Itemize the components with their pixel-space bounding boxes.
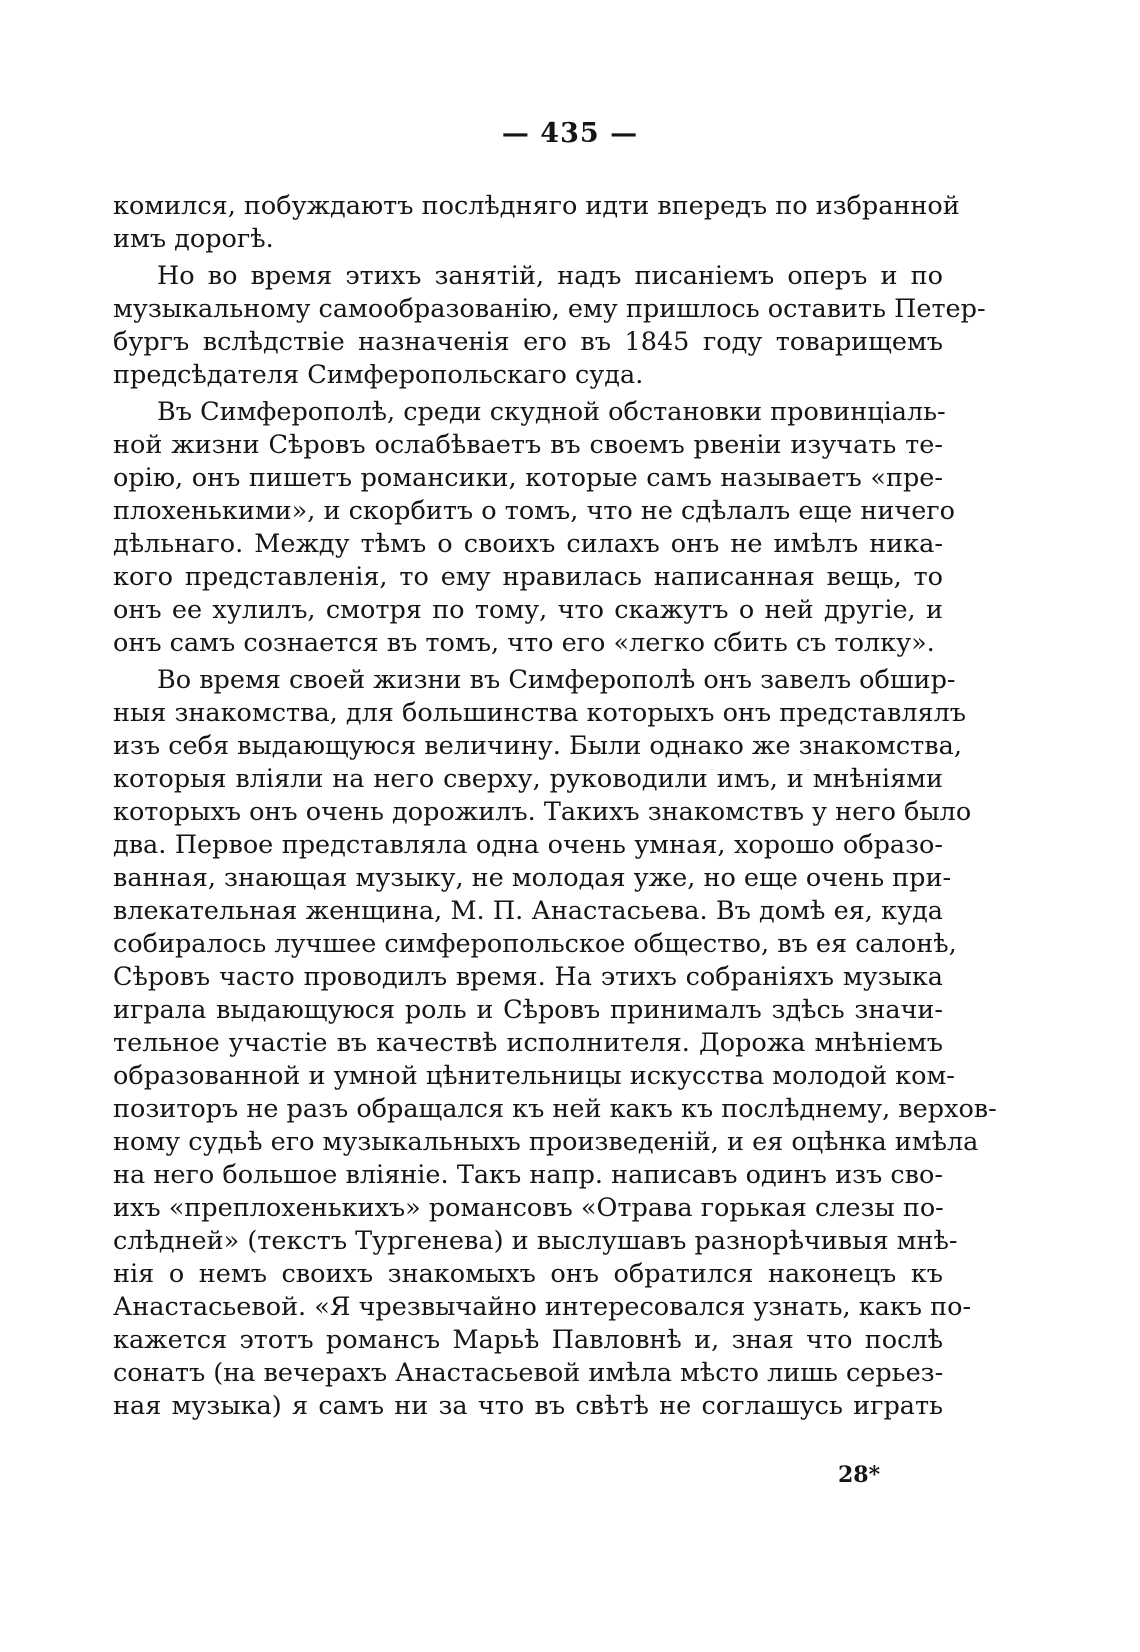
- text-line: предсѣдателя Симферопольскаго суда.: [113, 360, 644, 390]
- text-line: образованной и умной цѣнительницы искусства молодой ком-: [113, 1061, 955, 1091]
- signature-mark: 28*: [838, 1462, 881, 1488]
- text-line: плохенькими», и скорбитъ о томъ, что не сдѣлалъ еще ничего: [113, 496, 955, 526]
- text-line: Но во время этихъ занятій, надъ писаніемъ оперъ и по: [157, 261, 943, 291]
- text-line: слѣдней» (текстъ Тургенева) и выслушавъ разнорѣчивыя мнѣ-: [113, 1226, 958, 1256]
- text-line: нія о немъ своихъ знакомыхъ онъ обратился наконецъ къ: [113, 1259, 943, 1289]
- body-text: [113, 190, 997, 1427]
- text-line: ныя знакомства, для большинства которыхъ онъ представлялъ: [113, 698, 967, 728]
- text-line: кажется этотъ романсъ Марьѣ Павловнѣ и, зная что послѣ: [113, 1325, 943, 1355]
- text-line: комился, побуждаютъ послѣдняго идти впередъ по избранной: [113, 191, 960, 221]
- paragraph: [113, 190, 960, 256]
- text-line: на него большое вліяніе. Такъ напр. написавъ одинъ изъ сво-: [113, 1160, 943, 1190]
- text-line: два. Первое представляла одна очень умная, хорошо образо-: [113, 830, 943, 860]
- text-line: кого представленія, то ему нравилась написанная вещь, то: [113, 562, 943, 592]
- text-line: позиторъ не разъ обращался къ ней какъ къ послѣднему, верхов-: [113, 1094, 997, 1124]
- text-line: орію, онъ пишетъ романсики, которые самъ называетъ «пре-: [113, 463, 943, 493]
- text-line: изъ себя выдающуюся величину. Были однако же знакомства,: [113, 731, 962, 761]
- text-line: Во время своей жизни въ Симферополѣ онъ завелъ обшир-: [157, 665, 956, 695]
- paragraph: [113, 396, 955, 660]
- paragraph: [113, 260, 986, 392]
- text-line: ная музыка) я самъ ни за что въ свѣтѣ не соглашусь играть: [113, 1391, 943, 1421]
- text-line: которыя вліяли на него сверху, руководили имъ, и мнѣніями: [113, 764, 943, 794]
- text-line: онъ самъ сознается въ томъ, что его «легко сбить съ толку».: [113, 628, 935, 658]
- text-line: тельное участіе въ качествѣ исполнителя. Дорожа мнѣніемъ: [113, 1028, 943, 1058]
- text-line: влекательная женщина, М. П. Анастасьева. Въ домѣ ея, куда: [113, 896, 943, 926]
- text-line: ихъ «преплохенькихъ» романсовъ «Отрава горькая слезы по-: [113, 1193, 944, 1223]
- text-line: ванная, знающая музыку, не молодая уже, но еще очень при-: [113, 863, 952, 893]
- text-line: онъ ее хулилъ, смотря по тому, что скажутъ о ней другіе, и: [113, 595, 943, 625]
- text-line: которыхъ онъ очень дорожилъ. Такихъ знакомствъ у него было: [113, 797, 972, 827]
- text-line: дѣльнаго. Между тѣмъ о своихъ силахъ онъ не имѣлъ ника-: [113, 529, 943, 559]
- text-line: Въ Симферополѣ, среди скудной обстановки провинціаль-: [157, 397, 946, 427]
- text-line: Анастасьевой. «Я чрезвычайно интересовался узнать, какъ по-: [113, 1292, 972, 1322]
- text-line: ному судьѣ его музыкальныхъ произведеній, и ея оцѣнка имѣла: [113, 1127, 979, 1157]
- page-number-header: — 435 —: [501, 118, 639, 149]
- text-line: Сѣровъ часто проводилъ время. На этихъ собраніяхъ музыка: [113, 962, 943, 992]
- text-line: играла выдающуюся роль и Сѣровъ принималъ здѣсь значи-: [113, 995, 943, 1025]
- text-line: сонатъ (на вечерахъ Анастасьевой имѣла мѣсто лишь серьез-: [113, 1358, 944, 1388]
- paragraph: [113, 664, 997, 1423]
- text-line: имъ дорогѣ.: [113, 224, 274, 254]
- text-line: бургъ вслѣдствіе назначенія его въ 1845 году товарищемъ: [113, 327, 943, 357]
- text-line: ной жизни Сѣровъ ослабѣваетъ въ своемъ рвеніи изучать те-: [113, 430, 943, 460]
- text-line: музыкальному самообразованію, ему пришлось оставить Петер-: [113, 294, 986, 324]
- text-line: собиралось лучшее симферопольское общество, въ ея салонѣ,: [113, 929, 957, 959]
